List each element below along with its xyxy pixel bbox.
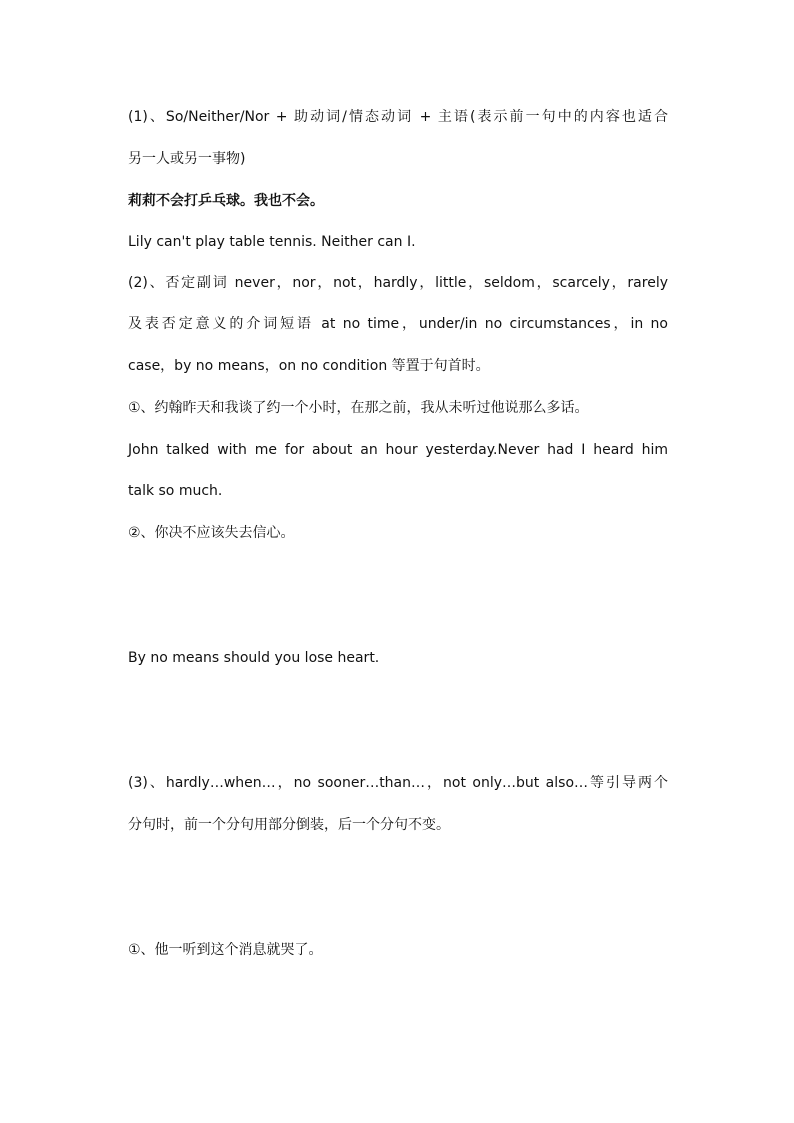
example-2a-english-continued: talk so much. — [128, 483, 223, 499]
example-2b-english: By no means should you lose heart. — [128, 650, 380, 666]
rule-3-heading-continued: 分句时，前一个分句用部分倒装，后一个分句不变。 — [128, 817, 450, 833]
example-2b-chinese: ②、你决不应该失去信心。 — [128, 525, 295, 541]
rule-1-heading: (1)、So/Neither/Nor + 助动词/情态动词 + 主语(表示前一句中的内容也适合 — [128, 109, 668, 125]
rule-3-heading: (3)、hardly…when…，no sooner…than…，not only…but also…等引导两个 — [128, 775, 668, 791]
rule-2-heading-continued: 及表否定意义的介词短语 at no time，under/in no circumstances，in no — [128, 316, 668, 332]
example-3a-chinese: ①、他一听到这个消息就哭了。 — [128, 942, 323, 958]
rule-2-heading-end: case，by no means，on no condition 等置于句首时。 — [128, 358, 490, 374]
rule-1-heading-continued: 另一人或另一事物) — [128, 151, 246, 167]
example-1-english: Lily can't play table tennis. Neither can I. — [128, 234, 416, 250]
rule-2-heading: (2)、否定副词 never，nor，not，hardly，little，seldom，scarcely，rarely — [128, 275, 668, 291]
example-2a-chinese: ①、约翰昨天和我谈了约一个小时，在那之前，我从未听过他说那么多话。 — [128, 400, 589, 416]
example-1-chinese: 莉莉不会打乒乓球。我也不会。 — [128, 193, 324, 209]
example-2a-english: John talked with me for about an hour yesterday.Never had I heard him — [128, 442, 668, 458]
